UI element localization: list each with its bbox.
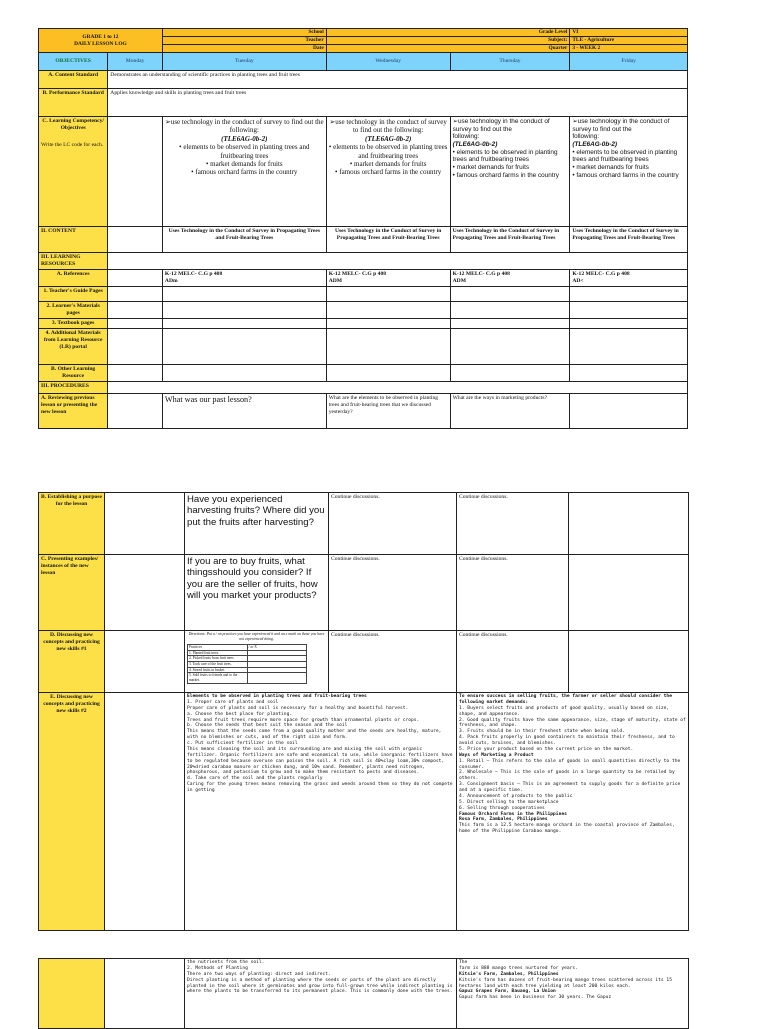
teachers-guide-label: 1. Teacher's Guide Pages [39, 287, 108, 302]
day-monday: Monday [108, 53, 163, 71]
grade-level-label: Grade Level [326, 29, 570, 37]
school-label: School [162, 29, 326, 37]
learning-resources-label: III. LEARNING RESOURCES [39, 253, 108, 270]
discussing-1-thursday: Continue discussions. [457, 631, 569, 693]
procedures-label: III. PROCEDURES [39, 381, 108, 393]
review-tuesday: What was our past lesson? [162, 393, 326, 428]
review-thursday: What are the ways in marketing products? [450, 393, 570, 428]
day-wednesday: Wednesday [326, 53, 450, 71]
content-wednesday: Uses Technology in the Conduct of Survey in Propagating Trees and Fruit-Bearing Trees [326, 227, 450, 253]
discussing-1-tuesday: Directions: Put a / on practices you have experienced it and an x mark on those you have not experienced doing. Practices / or X 1. Planted fruit trees. 2. Picked fruits from fruit trees. 3. Took care of the fruit trees. 4. Stored fruits in basket. 5. Sold fruits to friends and to the market. [185, 631, 329, 693]
procedures-table-page-2 [38, 492, 689, 931]
content-standard-text: Demonstrates an understanding of scientific practices in planting trees and fruit trees [108, 71, 688, 89]
day-friday: Friday [570, 53, 688, 71]
discussing-2-label: E. Discussing new concepts and practicing new skills #2 [39, 693, 105, 931]
references-tuesday: K-12 MELC- C.G p 408 ADm [162, 270, 326, 287]
discussing-2-thursday: To ensure success in selling fruits, the farmer or seller should consider the following market demands: 1. Buyers select fruits and products of good quality, usually based on size, shape, and appearance. 2. Good quality fruits have the same appearance, size, stage of maturity, state of freshness, and shape. 3. Fruits should be in their freshest state when being sold. 4. Pack fruits properly in good containers to maintain their freshness, and to avoid cuts, bruises, and blemishes. 5. Price your product based on the current price on the market. Ways of Marketing a Product 1. Retail – This refers to the sale of goods in small quantities directly to the consumer. 2. Wholesale – This is the sale of goods in a large quantity to be retailed by others. 3. Consignment basis – This is an agreement to supply goods for a definite price and at a specific time. 4. Announcement of products to the public 5. Direct selling to the marketplace 6. Selling through cooperatives Famous Orchard Farms in the Philippines Rosa Farm, Zambales, Philippines This farm is a 12.5 hectare mango orchard in the coastal province of Zambales, home of the Philippine Carabao mango. [457, 693, 689, 931]
examples-thursday: Continue discussions. [457, 555, 569, 631]
continued-tuesday: the nutrients from the soil. 2. Methods of Planting There are two ways of planting: direct and indirect. Direct planting is a method of planting where the seeds or parts of the plant are directly planted in the soil where it germinates and grow into full-grown tree while indirect planting is where the plants to be transferred to its permanent place. This is commonly done with the trees. [185, 959, 457, 1029]
content-standard-label: A. Content Standard [39, 71, 108, 89]
purpose-wednesday: Continue discussions. [329, 493, 457, 555]
discussing-2-tuesday: Elements to be observed in planting trees and fruit-bearing trees 1. Proper care of plants and soil Proper care of plants and soil is necessary for a healthy and bountiful harvest. a. Choose the best place for planting. Trees and fruit trees require more space for growth than ornamental plants or crops. b. Choose the seeds that best suit the season and the soil This means that the seeds come from a good quality mother and the seeds are healthy, mature, with no blemishes or cuts, and of the right size and form. c. Put sufficient fertilizer in the soil This means cleaning the soil and its surrounding are and mixing the soil with organic fertilizer. Organic fertilizers are safe and economical to use, while inorganic fertilizers have to be regulated because overuse can poison the soil. A rich soil is 40%clay loam,30% compost, 20%dried carabao manure or chicken dung, and 10% sand. Remember, plants need nitrogen, phosphorous, and potassium to grow and to make them resistant to pests and diseases. d. Take care of the soil and the plants regularly Caring for the young trees means removing the grass and weeds around them so they do not compete in getting [185, 693, 457, 931]
procedures-table-page-3 [38, 958, 689, 1029]
content-tuesday: Uses Technology in the Conduct of Survey in Propagating Trees and Fruit-Bearing Trees [162, 227, 326, 253]
purpose-tuesday: Have you experienced harvesting fruits? Where did you put the fruits after harvesting? [185, 493, 329, 555]
learning-competency-label: C. Learning Competency/ Objectives Write the LC code for each. [39, 117, 108, 227]
performance-standard-text: Applies knowledge and skills in planting trees and fruit trees [108, 89, 688, 117]
content-friday: Uses Technology in the Conduct of Survey in Propagating Trees and Fruit-Bearing Trees [570, 227, 688, 253]
additional-materials-label: 4. Additional Materials from Learning Resource (LR) portal [39, 328, 108, 364]
learners-materials-label: 2. Learner's Materials pages [39, 302, 108, 319]
discussing-1-wednesday: Continue discussions. [329, 631, 457, 693]
subject-value: TLE - Agriculture [570, 37, 688, 45]
content-monday [108, 227, 163, 253]
objectives-header: OBJECTIVES [39, 53, 108, 71]
day-thursday: Thursday [450, 53, 570, 71]
examples-wednesday: Continue discussions. [329, 555, 457, 631]
log-title: GRADE 1 to 12 DAILY LESSON LOG [39, 29, 163, 53]
other-resources-label: B. Other Learning Resource [39, 364, 108, 381]
quarter-value: 3 - WEEK 2 [570, 45, 688, 53]
continued-thursday: The farm is 888 mango trees nurtured for years. Kitsie's Farm, Zambales, Philippines Kitsie's farm has dozens of fruit-bearing mango trees scattered across its 15 hectares land with each tree yielding at least 200 kilos each. Gapuz Grapes Farm, Bauang, La Union Gapuz farm has been in business for 30 years. The Gapuz [457, 959, 689, 1029]
lc-wednesday: ➢use technology in the conduct of survey to find out the following: (TLE6AG-0b-2) • elements to be observed in planting trees and fruitbearing trees • market demands for fruits • famous orchard farms in the country [326, 117, 450, 227]
date-label: Date [162, 45, 326, 53]
purpose-thursday: Continue discussions. [457, 493, 569, 555]
establishing-purpose-label: B. Establishing a purpose for the lesson [39, 493, 105, 555]
review-wednesday: What are the elements to be observed in planting trees and fruit-bearing trees that we discussed yesterday? [326, 393, 450, 428]
reviewing-label: A. Reviewing previous lesson or presenting the new lesson [39, 393, 108, 428]
lc-monday [108, 117, 163, 227]
references-thursday: K-12 MELC- C.G p 408 ADM [450, 270, 570, 287]
references-wednesday: K-12 MELC- C.G p 408 ADM [326, 270, 450, 287]
performance-standard-label: B. Performance Standard [39, 89, 108, 117]
subject-label: Subject: [326, 37, 570, 45]
practices-checklist: Practices / or X 1. Planted fruit trees. 2. Picked fruits from fruit trees. 3. Took care of the fruit trees. 4. Stored fruits in basket. 5. Sold fruits to friends and to the market. [187, 644, 307, 684]
references-friday: K-12 MELC- C.G p 408 AD< [570, 270, 688, 287]
lc-friday: ➢use technology in the conduct of survey to find out the following: (TLE6AG-0b-2) • elements to be observed in planting trees and fruitbearing trees • market demands for fruits • famous orchard farms in the country [570, 117, 688, 227]
textbook-pages-label: 3. Textbook pages [39, 318, 108, 328]
examples-tuesday: If you are to buy fruits, what thingsshould you consider? If you are the seller of fruits, how will you market your products? [185, 555, 329, 631]
discussing-1-label: D. Discussing new concepts and practicing new skills #1 [39, 631, 105, 693]
teacher-label: Teacher [162, 37, 326, 45]
quarter-label: Quarter [326, 45, 570, 53]
content-thursday: Uses Technology in the Conduct of Survey in Propagating Trees and Fruit-Bearing Trees [450, 227, 570, 253]
daily-lesson-log-table [38, 28, 688, 429]
references-label: A. References [39, 270, 108, 287]
day-tuesday: Tuesday [162, 53, 326, 71]
grade-level-value: VI [570, 29, 688, 37]
presenting-examples-label: C. Presenting examples/ instances of the new lesson [39, 555, 105, 631]
lc-thursday: ➢use technology in the conduct of survey to find out the following: (TLE6AG-0b-2) • elements to be observed in planting trees and fruitbearing trees • market demands for fruits • famous orchard farms in the country [450, 117, 570, 227]
lc-tuesday: ➢use technology in the conduct of survey to find out the following: (TLE6AG-0b-2) • elements to be observed in planting trees and fruitbearing trees • market demands for fruits • famous orchard farms in the country [162, 117, 326, 227]
content-label: II. CONTENT [39, 227, 108, 253]
